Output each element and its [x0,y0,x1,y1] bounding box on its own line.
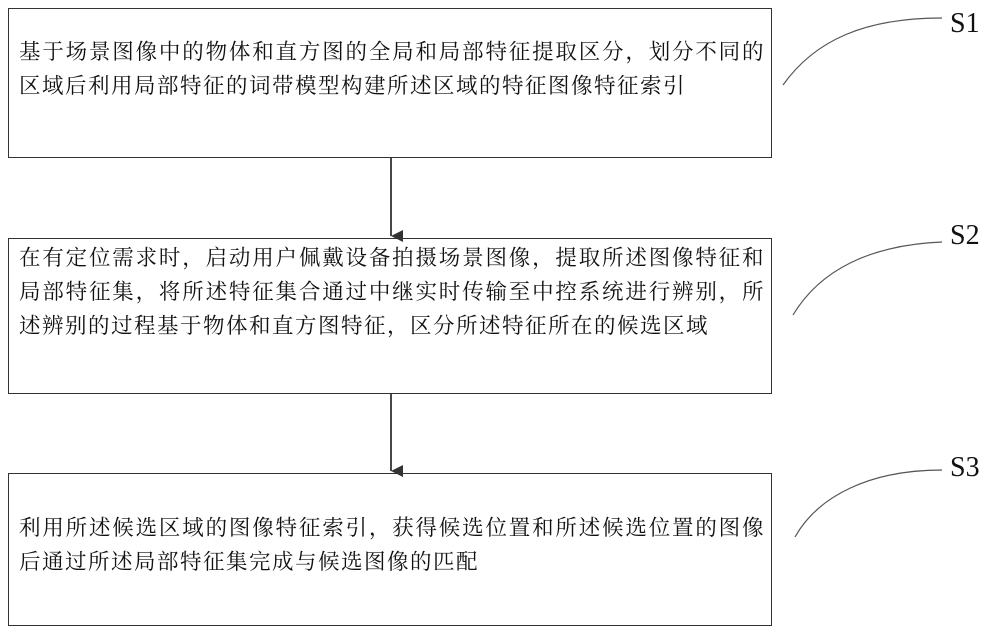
leader-line-s1 [783,18,942,85]
step-label-s2: S2 [950,220,980,251]
step-text-s2: 在有定位需求时，启动用户佩戴设备拍摄场景图像，提取所述图像特征和局部特征集，将所述特征集合通过中继实时传输至中控系统进行辨别，所述辨别的过程基于物体和直方图特征，区分所述特征所在的候选区域 [19,246,765,339]
step-label-s3: S3 [950,452,980,483]
leader-line-s3 [795,470,942,537]
step-text-s3: 利用所述候选区域的图像特征索引，获得候选位置和所述候选位置的图像后通过所述局部特征集完成与候选图像的匹配 [19,516,765,575]
step-label-s1: S1 [950,8,980,39]
step-text-s1: 基于场景图像中的物体和直方图的全局和局部特征提取区分，划分不同的区域后利用局部特征的词带模型构建所述区域的特征图像特征索引 [19,40,765,99]
leader-line-s2 [793,242,942,315]
